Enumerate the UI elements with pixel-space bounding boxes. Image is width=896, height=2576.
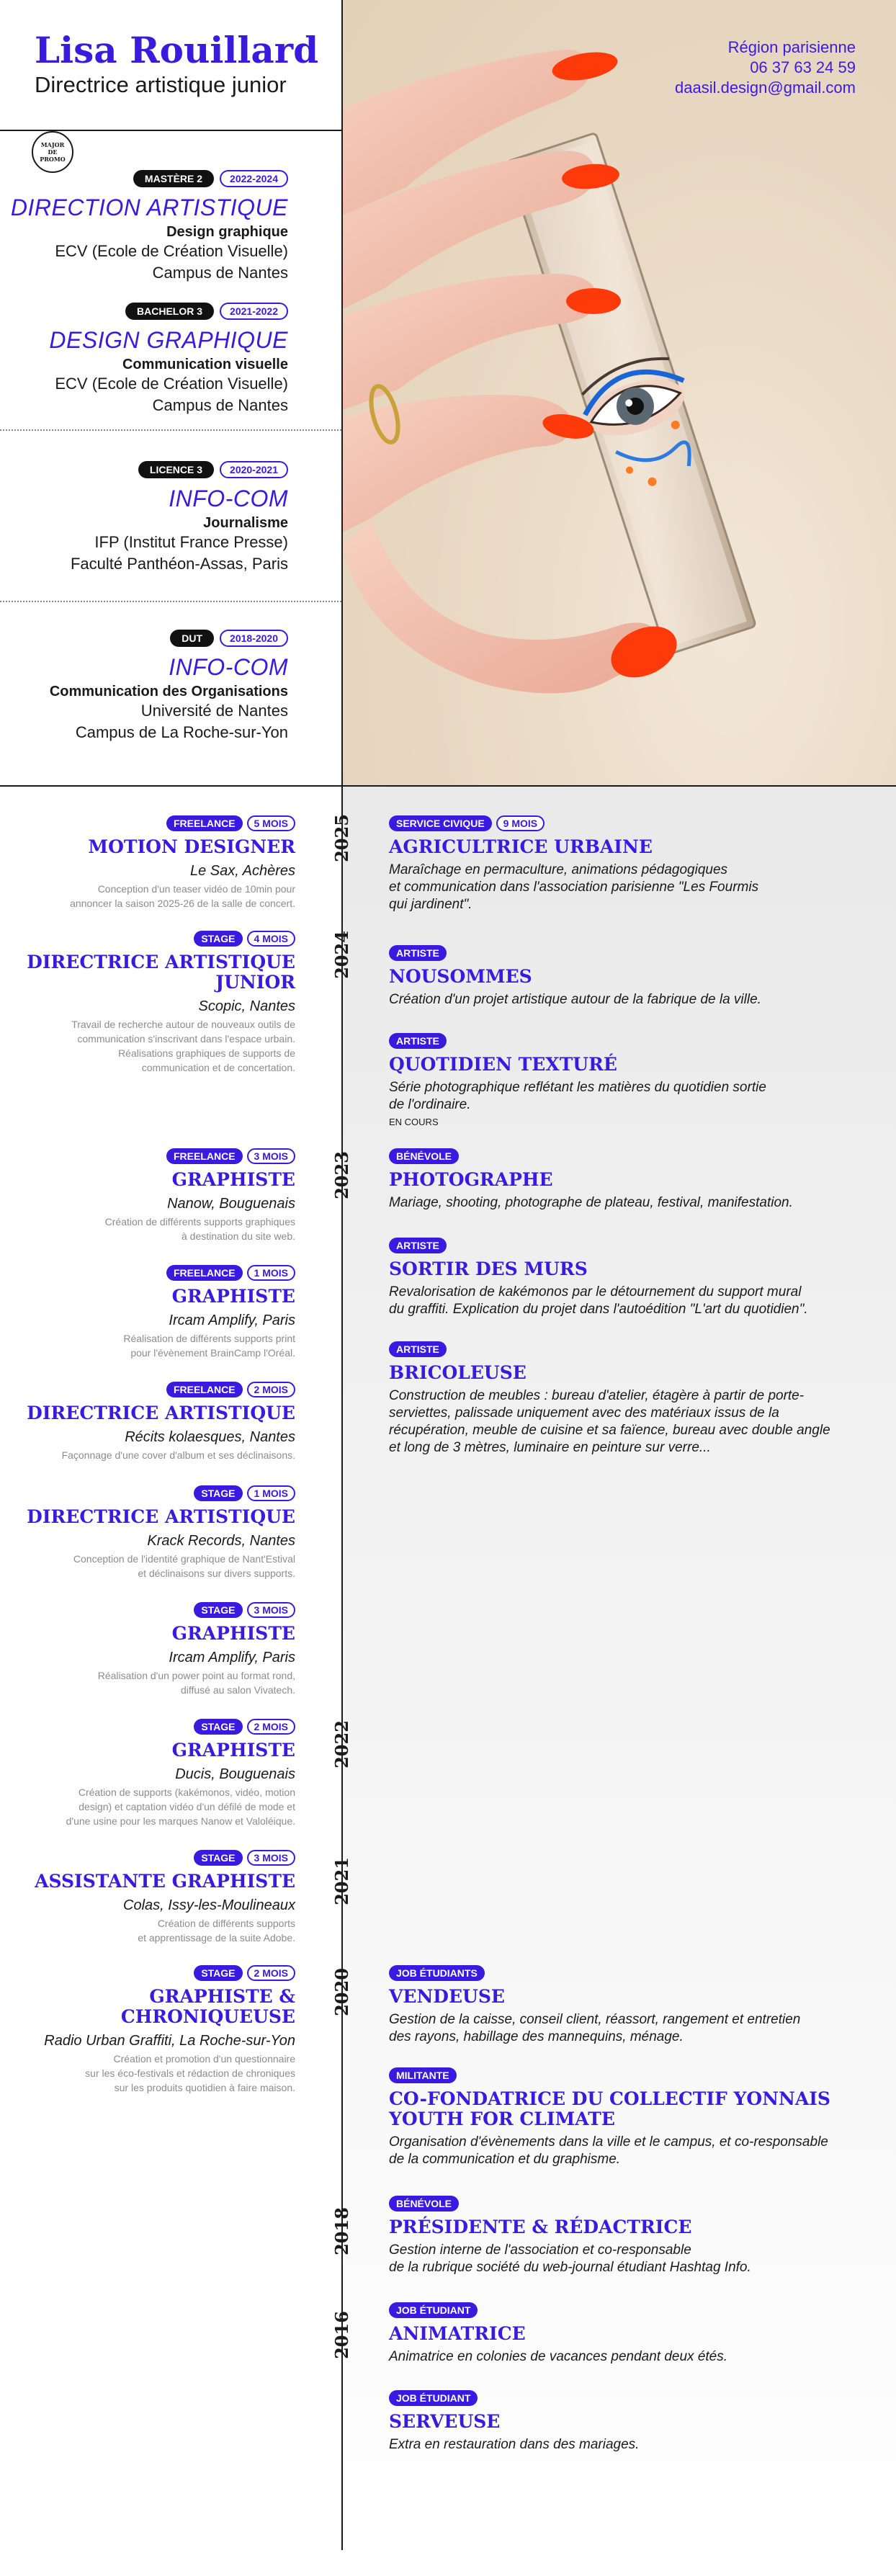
description-line: Gestion interne de l'association et co-responsable [389, 2242, 691, 2258]
year-marker: 2018 [331, 2206, 352, 2255]
description-line: Revalorisation de kakémonos par le détournement du support mural [389, 1284, 802, 1300]
education-title: DESIGN GRAPHIQUE [49, 327, 288, 353]
cv-subtitle: Directrice artistique junior [35, 72, 287, 97]
description-line: pour l'évènement BrainCamp l'Oréal. [130, 1347, 295, 1359]
education-entry [0, 461, 288, 575]
description-line: Mariage, shooting, photographe de plateau, festival, manifestation. [389, 1195, 793, 1210]
education-entry [0, 170, 288, 284]
hand-mirror-illustration [341, 0, 896, 787]
type-tag: ARTISTE [389, 945, 447, 961]
experience-entry [7, 1148, 295, 1242]
year-marker: 2023 [331, 1150, 352, 1199]
education-line: ECV (Ecole de Création Visuelle) [55, 242, 288, 260]
education-field: Communication visuelle [122, 357, 288, 372]
education-line: IFP (Institut France Presse) [94, 533, 288, 551]
description-line: Maraîchage en permaculture, animations pédagogiques [389, 862, 728, 877]
type-tag: FREELANCE [166, 1382, 243, 1397]
role-title: QUOTIDIEN TEXTURÉ [389, 1054, 617, 1075]
type-tag: JOB ÉTUDIANT [389, 2302, 478, 2318]
company-place: Nanow, Bouguenais [167, 1196, 295, 1212]
education-title: INFO-COM [169, 654, 288, 680]
role-title: GRAPHISTE [171, 1169, 295, 1190]
company-place: Le Sax, Achères [189, 863, 295, 879]
year-marker: 2021 [331, 1856, 352, 1905]
degree-badge: MASTÈRE 2 [133, 170, 214, 187]
header-left-column [0, 0, 341, 787]
role-title: GRAPHISTE [171, 1286, 295, 1307]
type-tag: ARTISTE [389, 1033, 447, 1049]
experience-entry [7, 1719, 295, 1827]
year-marker: 2016 [331, 2310, 352, 2359]
duration-tag: 9 MOIS [496, 815, 545, 831]
experience-entry [389, 1341, 864, 1457]
description-line: des rayons, habillage des mannequins, ménage. [389, 2029, 684, 2044]
role-title: NOUSOMMES [389, 966, 532, 987]
badge-line: DE [48, 148, 58, 156]
year-marker: 2022 [331, 1719, 352, 1768]
duration-tag: 3 MOIS [247, 1602, 295, 1618]
degree-badge: LICENCE 3 [138, 461, 214, 478]
description-line: Création de différents supports graphiques [104, 1216, 295, 1227]
timeline-axis [341, 0, 343, 2550]
description-line: Série photographique reflétant les matières du quotidien sortie [389, 1080, 766, 1095]
years-badge: 2021-2022 [220, 303, 288, 320]
role-title: GRAPHISTE [171, 1623, 295, 1644]
education-field: Design graphique [166, 224, 288, 240]
role-title: BRICOLEUSE [389, 1362, 527, 1383]
hero-photo [341, 0, 896, 787]
description-line: Création d'un projet artistique autour de la fabrique de la ville. [389, 992, 761, 1007]
education-line: Campus de Nantes [152, 396, 288, 414]
experience-entry [389, 1033, 864, 1127]
description-line: à destination du site web. [182, 1230, 295, 1242]
role-title: ANIMATRICE [389, 2323, 526, 2344]
status-note: EN COURS [389, 1117, 439, 1127]
description-line: Réalisation d'un power point au format rond, [97, 1670, 295, 1681]
description-line: Extra en restauration dans des mariages. [389, 2437, 640, 2452]
role-title: GRAPHISTE & CHRONIQUEUSE [120, 1986, 295, 2027]
experience-entry [7, 1850, 295, 1944]
role-title: DIRECTRICE ARTISTIQUE JUNIOR [27, 952, 295, 993]
company-place: Récits kolaesques, Nantes [125, 1429, 295, 1445]
type-tag: MILITANTE [389, 2067, 457, 2083]
experience-entry [389, 2390, 864, 2454]
years-badge: 2020-2021 [220, 461, 288, 478]
education-entry [0, 303, 288, 416]
description-line: Création et promotion d'un questionnaire [113, 2053, 295, 2065]
description-line: d'une usine pour les marques Nanow et Valoléique. [66, 1815, 295, 1827]
badge-line: PROMO [40, 156, 66, 163]
experience-entry [389, 2302, 864, 2366]
description-line: Organisation d'évènements dans la ville et le campus, et co-responsable [389, 2134, 828, 2150]
experience-entry [389, 2067, 864, 2168]
duration-tag: 2 MOIS [247, 1719, 295, 1735]
duration-tag: 2 MOIS [247, 1382, 295, 1397]
description-line: Façonnage d'une cover d'album et ses déclinaisons. [61, 1449, 295, 1461]
type-tag: STAGE [194, 1965, 242, 1981]
type-tag: FREELANCE [166, 1148, 243, 1164]
role-title: ASSISTANTE GRAPHISTE [35, 1871, 295, 1892]
type-tag: FREELANCE [166, 815, 243, 831]
duration-tag: 1 MOIS [247, 1485, 295, 1501]
type-tag: JOB ÉTUDIANT [389, 2390, 478, 2406]
type-tag: FREELANCE [166, 1265, 243, 1281]
description-line: de la rubrique société du web-journal étudiant Hashtag Info. [389, 2260, 751, 2275]
experience-entry [7, 1602, 295, 1696]
contact-block [675, 37, 856, 98]
experience-entry [389, 1238, 864, 1318]
company-place: Ducis, Bouguenais [175, 1766, 295, 1782]
experience-entry [389, 2196, 864, 2276]
duration-tag: 3 MOIS [247, 1850, 295, 1866]
duration-tag: 2 MOIS [247, 1965, 295, 1981]
description-line: qui jardinent". [389, 897, 472, 912]
role-title: AGRICULTRICE URBAINE [389, 836, 653, 857]
description-line: Création de différents supports [157, 1918, 295, 1929]
role-title: CO-FONDATRICE DU COLLECTIF YONNAIS YOUTH FOR CLIMATE [389, 2088, 830, 2129]
email-link[interactable]: daasil.design@gmail.com [674, 79, 856, 97]
type-tag: STAGE [194, 1719, 242, 1735]
description-line: design) et captation vidéo d'un défilé de mode et [79, 1801, 295, 1812]
company-place: Colas, Issy-les-Moulineaux [123, 1897, 295, 1913]
description-line: Conception de l'identité graphique de Nant'Estival [73, 1553, 295, 1565]
section-divider [0, 601, 341, 602]
role-title: SORTIR DES MURS [389, 1258, 588, 1279]
year-marker: 2020 [331, 1967, 352, 2016]
description-line: Travail de recherche autour de nouveaux outils de [71, 1019, 295, 1030]
education-field: Communication des Organisations [49, 684, 288, 699]
education-field: Journalisme [203, 515, 288, 531]
role-title: GRAPHISTE [171, 1740, 295, 1761]
education-line: Campus de La Roche-sur-Yon [75, 723, 288, 741]
experience-entry [7, 1965, 295, 2093]
section-divider [0, 429, 341, 431]
description-line: et apprentissage de la suite Adobe. [138, 1932, 295, 1944]
section-divider-horizontal [0, 785, 896, 787]
experience-entry [389, 1148, 864, 1212]
type-tag: SERVICE CIVIQUE [389, 815, 492, 831]
role-title: MOTION DESIGNER [88, 836, 295, 857]
type-tag: BÉNÉVOLE [389, 1148, 459, 1164]
description-line: de l'ordinaire. [389, 1097, 471, 1112]
type-tag: ARTISTE [389, 1238, 447, 1253]
description-line: communication et de concertation. [141, 1062, 295, 1073]
education-title: DIRECTION ARTISTIQUE [10, 194, 288, 220]
description-line: serviettes, palissade uniquement avec des matériaux issus de la [389, 1405, 779, 1421]
experience-entry [7, 931, 295, 1073]
description-line: diffusé au salon Vivatech. [180, 1684, 295, 1696]
major-de-promo-badge [32, 131, 73, 173]
experience-entry [7, 1265, 295, 1359]
degree-badge: DUT [170, 630, 214, 647]
type-tag: STAGE [194, 931, 242, 947]
badge-line: MAJOR [40, 141, 65, 148]
education-line: Faculté Panthéon-Assas, Paris [70, 555, 288, 573]
years-badge: 2022-2024 [220, 170, 288, 187]
cv-name: Lisa Rouillard [35, 29, 319, 71]
duration-tag: 1 MOIS [247, 1265, 295, 1281]
description-line: Conception d'un teaser vidéo de 10min pour [97, 883, 295, 895]
education-line: Université de Nantes [140, 702, 288, 720]
type-tag: STAGE [194, 1485, 242, 1501]
type-tag: STAGE [194, 1602, 242, 1618]
company-place: Ircam Amplify, Paris [169, 1312, 295, 1328]
experience-entry [7, 1485, 295, 1579]
role-title: DIRECTRICE ARTISTIQUE [27, 1506, 295, 1527]
description-line: Réalisations graphiques de supports de [118, 1047, 295, 1059]
description-line: sur les produits quotidien à faire maison. [114, 2082, 295, 2093]
type-tag: BÉNÉVOLE [389, 2196, 459, 2211]
description-line: du graffiti. Explication du projet dans l'autoédition "L'art du quotidien". [389, 1302, 808, 1317]
top-section [0, 0, 896, 787]
education-line: Campus de Nantes [152, 264, 288, 282]
phone-text[interactable]: 06 37 63 24 59 [750, 58, 856, 76]
description-line: communication s'inscrivant dans l'espace urbain. [77, 1033, 295, 1045]
years-badge: 2018-2020 [220, 630, 288, 647]
company-place: Krack Records, Nantes [147, 1533, 295, 1549]
role-title: SERVEUSE [389, 2411, 501, 2432]
role-title: PRÉSIDENTE & RÉDACTRICE [389, 2217, 692, 2237]
company-place: Radio Urban Graffiti, La Roche-sur-Yon [44, 2033, 295, 2049]
experience-entry [389, 1965, 864, 2046]
description-line: sur les éco-festivals et rédaction de chroniques [85, 2067, 295, 2079]
experience-entry [7, 1382, 295, 1461]
role-title: VENDEUSE [389, 1986, 505, 2007]
type-tag: STAGE [194, 1850, 242, 1866]
type-tag: JOB ÉTUDIANTS [389, 1965, 485, 1981]
company-place: Scopic, Nantes [198, 998, 295, 1014]
description-line: Création de supports (kakémonos, vidéo, motion [78, 1786, 295, 1798]
company-place: Ircam Amplify, Paris [169, 1650, 295, 1665]
year-marker: 2024 [331, 930, 352, 979]
description-line: récupération, meuble de cuisine et sa faïence, bureau avec double angle [389, 1423, 830, 1438]
description-line: et déclinaisons sur divers supports. [138, 1567, 295, 1579]
description-line: Animatrice en colonies de vacances pendant deux étés. [389, 2349, 728, 2364]
description-line: et long de 3 mètres, luminaire en peinture sur verre... [389, 1440, 711, 1455]
duration-tag: 4 MOIS [247, 931, 295, 947]
degree-badge: BACHELOR 3 [125, 303, 214, 320]
role-title: PHOTOGRAPHE [389, 1169, 553, 1190]
description-line: annoncer la saison 2025-26 de la salle de concert. [70, 898, 295, 909]
type-tag: ARTISTE [389, 1341, 447, 1357]
experience-entry [389, 815, 864, 913]
description-line: de la communication et du graphisme. [389, 2152, 621, 2167]
description-line: Construction de meubles : bureau d'atelier, étagère à partir de porte- [389, 1388, 805, 1403]
description-line: Réalisation de différents supports print [123, 1333, 295, 1344]
description-line: Gestion de la caisse, conseil client, réassort, rangement et entretien [389, 2012, 801, 2027]
education-title: INFO-COM [169, 486, 288, 511]
duration-tag: 5 MOIS [247, 815, 295, 831]
education-line: ECV (Ecole de Création Visuelle) [55, 375, 288, 393]
duration-tag: 3 MOIS [247, 1148, 295, 1164]
education-entry [0, 630, 288, 743]
role-title: DIRECTRICE ARTISTIQUE [27, 1403, 295, 1423]
year-marker: 2025 [331, 813, 352, 862]
location-text: Région parisienne [727, 38, 856, 56]
experience-entry [389, 945, 864, 1009]
experience-entry [7, 815, 295, 909]
description-line: et communication dans l'association parisienne "Les Fourmis [389, 880, 759, 895]
